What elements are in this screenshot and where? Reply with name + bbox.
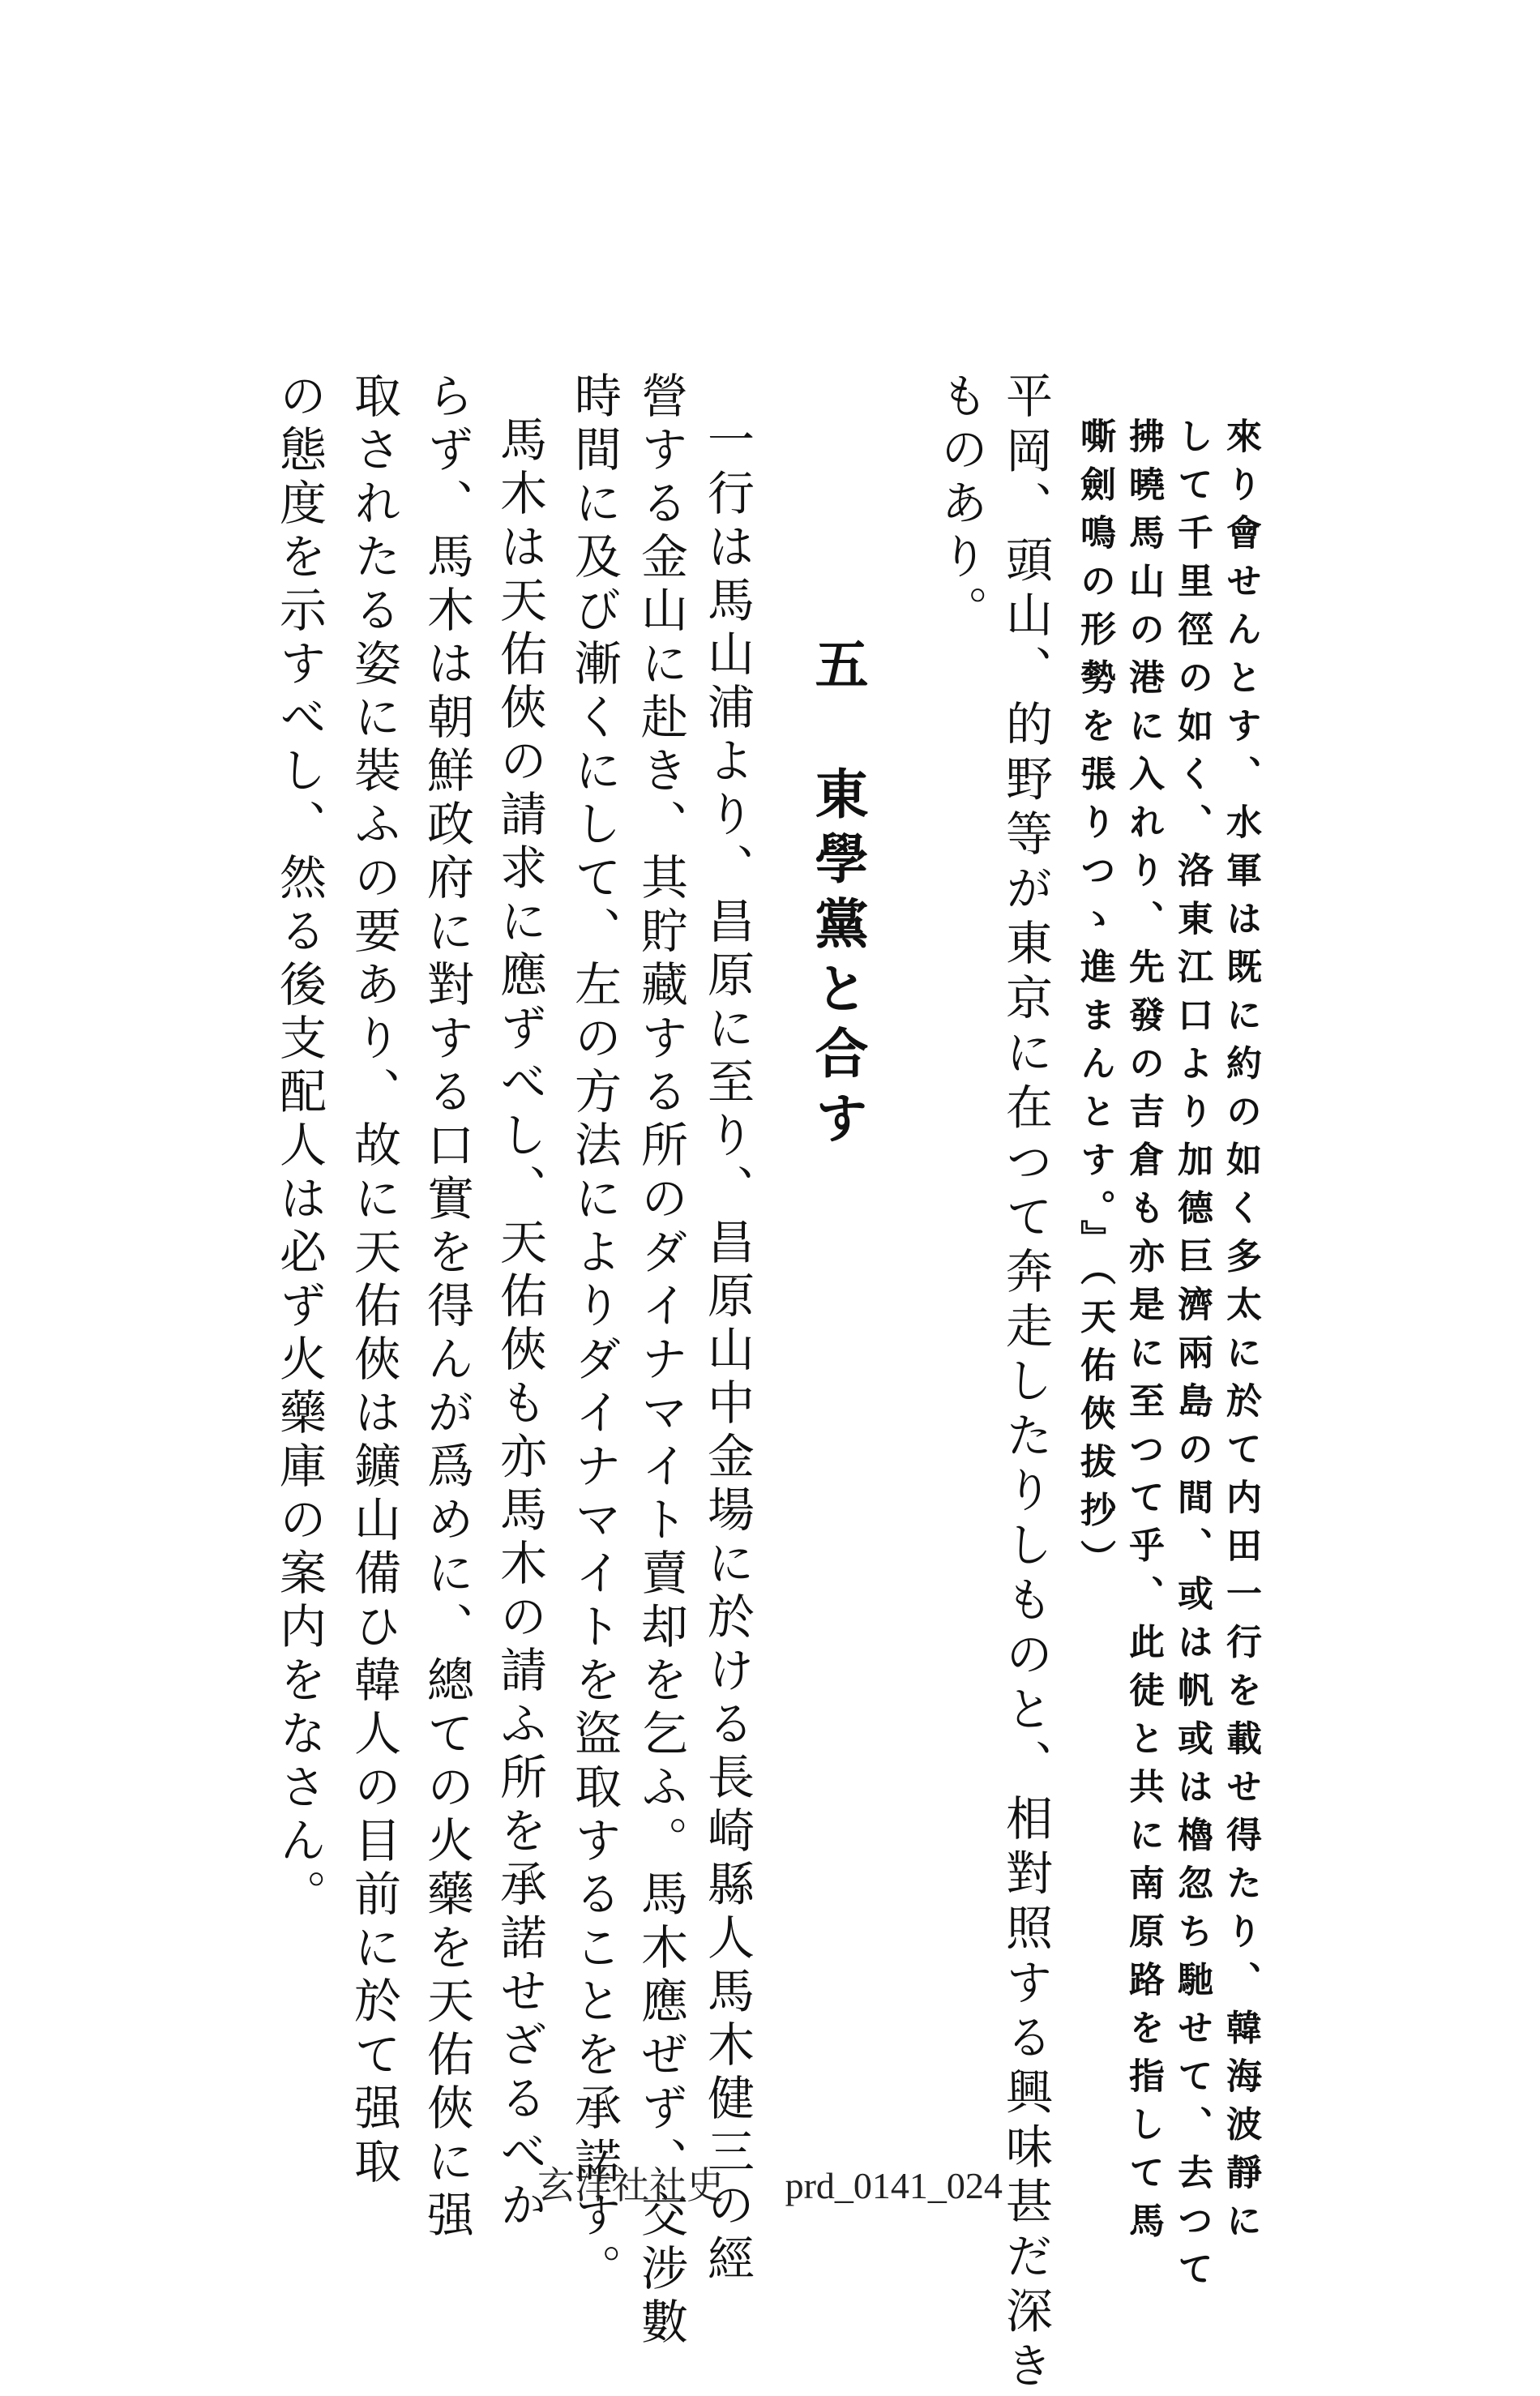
paragraph-1-line-2: ものあり。 — [933, 371, 988, 639]
footer-book-title: 玄洋社社史 — [537, 2165, 725, 2206]
paragraph-2-line-2: 營する金山に赴き、其貯藏する所のダイナマイト賣却を乞ふ。馬木應ぜず、交涉數 — [633, 371, 688, 2351]
paragraph-2-line-3: 時間に及び漸くにして、左の方法によりダイナマイトを盜取することを承諾す。 — [567, 371, 622, 2297]
quote-line-4: 嘶劍鳴の形勢を張りつゝ進まんとす。』（天佑俠拔抄） — [1074, 417, 1115, 1588]
page-footer — [0, 2156, 1540, 2210]
section-number: 五 — [806, 636, 869, 701]
paragraph-2-line-7: の態度を示すべし、然る後支配人は必ず火藥庫の案内をなさん。 — [272, 371, 327, 1923]
paragraph-2-line-5: らず、馬木は朝鮮政府に對する口實を得んが爲めに、總ての火藥を天佑俠に强 — [419, 371, 474, 2244]
paragraph-2-line-1: 一行は馬山浦より、昌原に至り、昌原山中金場に於ける長崎縣人馬木健三の經 — [699, 415, 755, 2287]
footer-page-id: prd_0141_024 — [785, 2165, 1003, 2206]
paragraph-1-line-1: 平岡、頭山、的野等が東京に在つて奔走したりしものと、相對照する興味甚だ深き — [998, 371, 1053, 2396]
paragraph-2-line-4: 馬木は天佑俠の請求に應ずべし、天佑俠も亦馬木の請ふ所を承諾せざるべか — [492, 415, 547, 2234]
quote-line-3: 拂曉馬山の港に入れり、先發の吉倉も亦是に至つて乎、此徒と共に南原路を指して馬 — [1123, 417, 1164, 2250]
quote-line-1: 來り會せんとす、水軍は既に約の如く多太に於て内田一行を載せ得たり、韓海波靜に — [1220, 417, 1261, 2250]
quote-line-2: して千里徑の如く、洛東江口より加德巨濟兩島の間、或は帆或は櫓忽ち馳せて、去つて — [1171, 417, 1213, 2299]
section-title: 東學黨と合す — [806, 766, 869, 1155]
paragraph-2-line-6: 取されたる姿に裝ふの要あり、故に天佑俠は鑛山備ひ韓人の目前に於て强取 — [346, 371, 401, 2190]
